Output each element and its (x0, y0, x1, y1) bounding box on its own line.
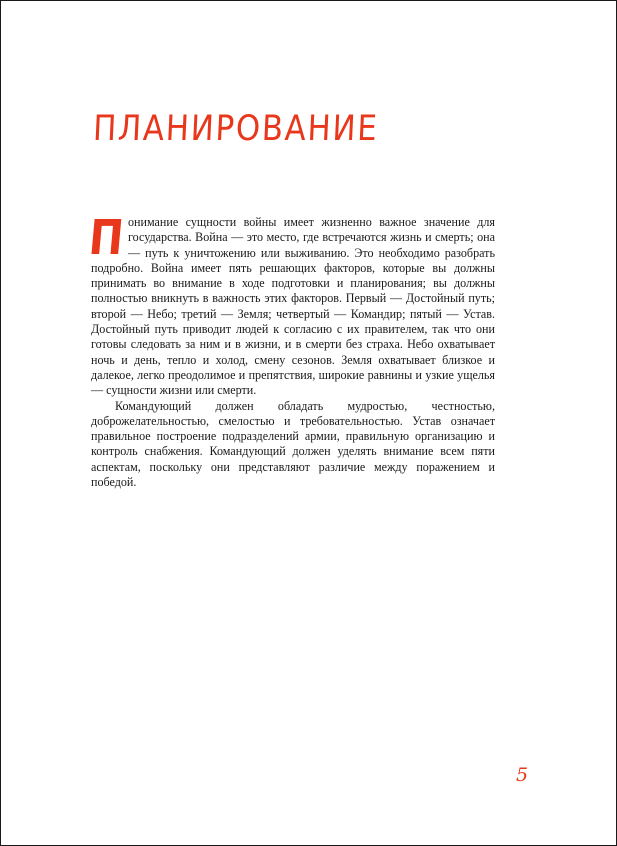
chapter-title: ПЛАНИРОВАНИЕ (92, 109, 380, 149)
body-text (86, 210, 495, 490)
page-number: 5 (516, 764, 529, 786)
paragraph-first (86, 210, 495, 399)
paragraph-second: Командующий должен обладать мудростью, честностью, доброжелательностью, смелостью и требовательностью. Устав означает правильное построение подразделений армии, правильную организацию и контроль снабжения. Командующий должен уделять внимание всем пяти аспектам, поскольку они представляют различие между поражением и победой. (91, 398, 495, 490)
paragraph-1-text: онимание сущности войны имеет жизненно важное значение для государства. Война — это место, где встречаются жизнь и смерть; она — путь к уничтожению или выживанию. Это необходимо разобрать подробно. Война имеет пять решающих факторов, которые вы должны принимать во внимание в ходе подготовки и планирования; вы должны полностью вникнуть в важность этих факторов. Первый — Достойный путь; второй — Небо; третий — Земля; четвертый — Командир; пятый — Устав. Достойный путь приводит людей к согласию с их правителем, так что они готовы следовать за ним и в жизни, и в смерти без страха. Небо охватывает ночь и день, тепло и холод, смену сезонов. Земля охватывает близкое и далекое, легко преодолимое и препятствия, широкие равнины и узкие ущелья — сущности жизни или смерти. (91, 215, 495, 398)
drop-cap: П (86, 210, 126, 266)
